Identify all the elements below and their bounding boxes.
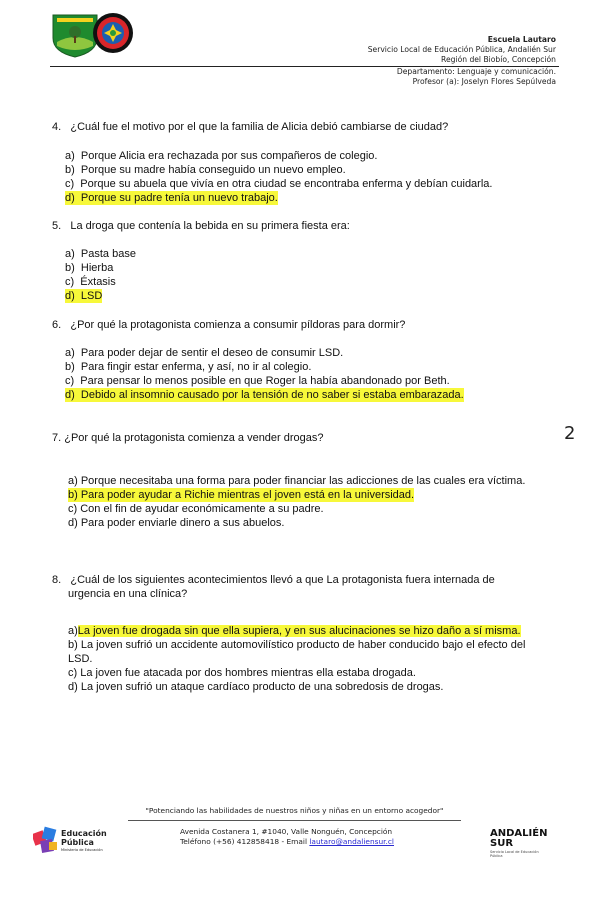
- footer-address: Avenida Costanera 1, #1040, Valle Nonguén, Concepción: [180, 827, 393, 836]
- question-number: 4.: [52, 121, 62, 133]
- andalien-sur-logo: [490, 828, 550, 860]
- school-name: Escuela Lautaro: [487, 35, 556, 44]
- option-8c: c) La joven fue atacada por dos hombres mientras ella estaba drogada.: [68, 667, 416, 679]
- option-6a: a) Para poder dejar de sentir el deseo de consumir LSD.: [65, 347, 344, 359]
- option-8b-line2: LSD.: [68, 653, 93, 665]
- option-7a: a) Porque necesitaba una forma para poder financiar las adicciones de las cuales era víctima.: [68, 475, 526, 487]
- logo-right-line1: ANDALIÉN: [490, 828, 548, 839]
- question-number: 8.: [52, 574, 62, 586]
- footer-email-label: - Email: [281, 837, 308, 846]
- option-6c: c) Para pensar lo menos posible en que Roger la había abandonado por Beth.: [65, 375, 450, 387]
- service-name: Servicio Local de Educación Pública, Andalién Sur: [367, 45, 556, 54]
- option-4d-highlighted: d) Porque su padre tenía un nuevo trabajo.: [65, 192, 278, 204]
- question-number: 7.: [52, 432, 62, 444]
- question-text: ¿Por qué la protagonista comienza a consumir píldoras para dormir?: [70, 319, 406, 331]
- educacion-publica-logo: [33, 826, 107, 860]
- department-label: Departamento: Lenguaje y comunicación.: [396, 67, 556, 76]
- question-5: [52, 219, 350, 233]
- option-5d-highlighted: d) LSD: [65, 290, 103, 302]
- option-7c: c) Con el fin de ayudar económicamente a su padre.: [68, 503, 324, 515]
- option-4b: b) Porque su madre había conseguido un nuevo empleo.: [65, 164, 346, 176]
- option-4c: c) Porque su abuela que vivía en otra ciudad se encontraba enferma y debían cuidarla.: [65, 178, 493, 190]
- logo-left-line1: Educación: [61, 829, 107, 838]
- question-text: ¿Cuál fue el motivo por el que la familia de Alicia debió cambiarse de ciudad?: [70, 121, 449, 133]
- question-text: ¿Por qué la protagonista comienza a vender drogas?: [64, 432, 324, 444]
- option-8d: d) La joven sufrió un ataque cardíaco producto de una sobredosis de drogas.: [68, 681, 444, 693]
- logo-left-line3: Ministerio de Educación: [61, 848, 103, 852]
- question-7: [52, 431, 324, 445]
- footer-motto: "Potenciando las habilidades de nuestros niños y niñas en un entorno acogedor": [145, 806, 444, 815]
- question-8: [52, 573, 495, 587]
- school-header-info: [368, 35, 556, 65]
- question-4: [52, 120, 448, 134]
- logo-right-line2: SUR: [490, 838, 514, 849]
- logo-right-sub: Servicio Local de Educación Pública: [490, 850, 539, 858]
- option-5b: b) Hierba: [65, 262, 114, 274]
- option-7d: d) Para poder enviarle dinero a sus abuelos.: [68, 517, 285, 529]
- option-5a: a) Pasta base: [65, 248, 136, 260]
- footer-contact: [180, 837, 394, 846]
- option-6d-highlighted: d) Debido al insomnio causado por la tensión de no saber si estaba embarazada.: [65, 389, 464, 401]
- question-number: 5.: [52, 220, 62, 232]
- option-6b: b) Para fingir estar enferma, y así, no ir al colegio.: [65, 361, 312, 373]
- logo-left-line2: Pública: [61, 838, 94, 847]
- option-8a-highlighted: a)La joven fue drogada sin que ella supiera, y en sus alucinaciones se hizo daño a sí misma.: [68, 625, 521, 637]
- teacher-label: Profesor (a): Joselyn Flores Sepúlveda: [412, 77, 556, 86]
- question-number: 6.: [52, 319, 62, 331]
- mapuche-emblem: [92, 12, 134, 54]
- question-text: ¿Cuál de los siguientes acontecimientos llevó a que La protagonista fuera internada de: [70, 574, 495, 586]
- question-text: La droga que contenía la bebida en su primera fiesta era:: [70, 220, 350, 232]
- option-8b: b) La joven sufrió un accidente automovilístico producto de haber conducido bajo el efecto del: [68, 639, 526, 651]
- region-name: Región del Biobío, Concepción: [441, 55, 556, 64]
- option-5c: c) Éxtasis: [65, 276, 116, 288]
- option-4a: a) Porque Alicia era rechazada por sus compañeros de colegio.: [65, 150, 378, 162]
- course-info: [397, 67, 556, 87]
- page-number: 2: [564, 423, 576, 444]
- footer-phone: Teléfono (+56) 412858418: [180, 837, 280, 846]
- question-8-line2: urgencia en una clínica?: [68, 588, 188, 600]
- footer-email-link[interactable]: lautaro@andaliensur.cl: [309, 837, 394, 846]
- question-6: [52, 318, 405, 332]
- option-7b-highlighted: b) Para poder ayudar a Richie mientras el joven está en la universidad.: [68, 489, 415, 501]
- footer-divider: [128, 820, 461, 821]
